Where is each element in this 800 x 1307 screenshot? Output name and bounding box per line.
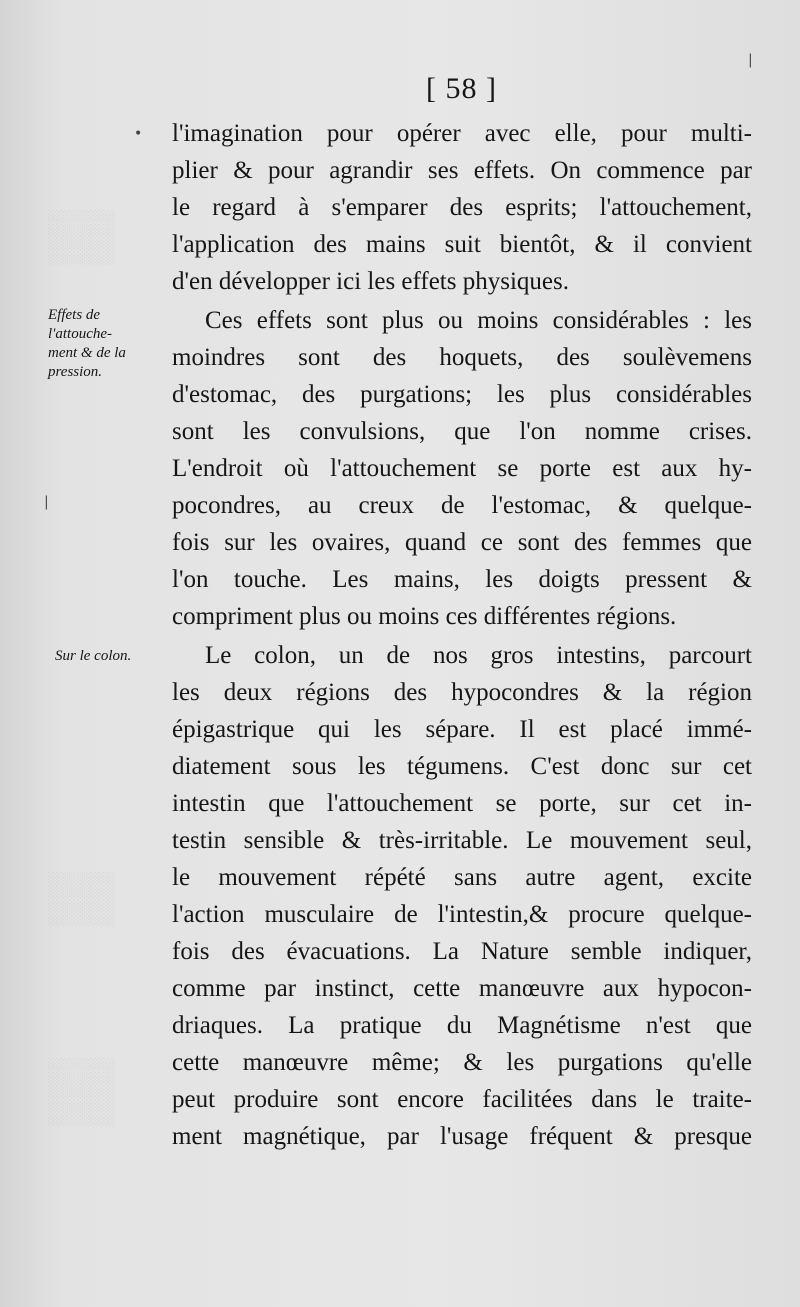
body-text-line: pocondres, au creux de l'estomac, & quelque- [172, 492, 752, 519]
body-text-line: testin sensible & très-irritable. Le mouvement seul, [172, 827, 752, 854]
body-text-line: L'endroit où l'attouchement se porte est aux hy- [172, 455, 752, 482]
marginal-note-line: Sur le colon. [55, 648, 132, 664]
body-text-line: cette manœuvre même; & les purgations qu'elle [172, 1049, 752, 1076]
body-text-line: intestin que l'attouchement se porte, sur cet in- [172, 790, 752, 817]
stray-mark: | [44, 494, 49, 510]
marginal-note-line: pression. [48, 364, 103, 380]
body-text-line: fois sur les ovaires, quand ce sont des femmes que [172, 529, 752, 556]
body-text-line: ment magnétique, par l'usage fréquent & presque [172, 1123, 752, 1150]
marginal-note [55, 647, 175, 666]
body-text-line: compriment plus ou moins ces différentes régions. [172, 603, 677, 630]
show-through-ink: ░░░░░░░░ ░░░░░░░░ ░░░░░░░░ ░░░░░░░░ ░░░░░░░░ [48, 1058, 116, 1127]
show-through-ink: ░░░░░░░░ ░░░░░░░░ ░░░░░░░░ ░░░░░░░░ [48, 872, 116, 927]
body-text-line: l'action musculaire de l'intestin,& procure quelque- [172, 901, 752, 928]
marginal-note [48, 306, 168, 382]
body-text-line: l'application des mains suit bientôt, & il convient [172, 231, 752, 258]
marginal-note-line: ment & de la [48, 345, 126, 361]
body-text-line: d'estomac, des purgations; les plus considérables [172, 381, 752, 408]
body-text-line: l'imagination pour opérer avec elle, pour multi- [172, 120, 752, 147]
body-text-line: comme par instinct, cette manœuvre aux hypocon- [172, 975, 752, 1002]
body-text-line: Le colon, un de nos gros intestins, parcourt [205, 642, 752, 669]
body-text-line: le mouvement répété sans autre agent, excite [172, 864, 752, 891]
body-text-line: peut produire sont encore facilitées dans le traite- [172, 1086, 752, 1113]
marginal-note-line: Effets de [48, 307, 101, 323]
body-text-line: fois des évacuations. La Nature semble indiquer, [172, 938, 752, 965]
body-text-line: épigastrique qui les sépare. Il est placé immé- [172, 716, 752, 743]
show-through-ink: ░░░░░░░░ ░░░░░░░░ ░░░░░░░░ ░░░░░░░░ [48, 210, 116, 265]
body-text-line: driaques. La pratique du Magnétisme n'est que [172, 1012, 752, 1039]
body-text-line: l'on touche. Les mains, les doigts pressent & [172, 566, 752, 593]
body-text-line: le regard à s'emparer des esprits; l'attouchement, [172, 194, 752, 221]
body-text-line: Ces effets sont plus ou moins considérables : les [205, 307, 752, 334]
body-text-line: sont les convulsions, que l'on nomme crises. [172, 418, 752, 445]
stray-mark: • [134, 126, 143, 142]
page-number: [ 58 ] [426, 72, 497, 105]
marginal-note-line: l'attouche- [48, 326, 113, 342]
body-text-line: d'en développer ici les effets physiques. [172, 268, 569, 295]
body-text-line: plier & pour agrandir ses effets. On commence par [172, 157, 752, 184]
body-text-line: diatement sous les tégumens. C'est donc sur cet [172, 753, 752, 780]
body-text-line: moindres sont des hoquets, des soulèvemens [172, 344, 752, 371]
stray-mark: | [748, 52, 753, 68]
body-text-line: les deux régions des hypocondres & la région [172, 679, 752, 706]
